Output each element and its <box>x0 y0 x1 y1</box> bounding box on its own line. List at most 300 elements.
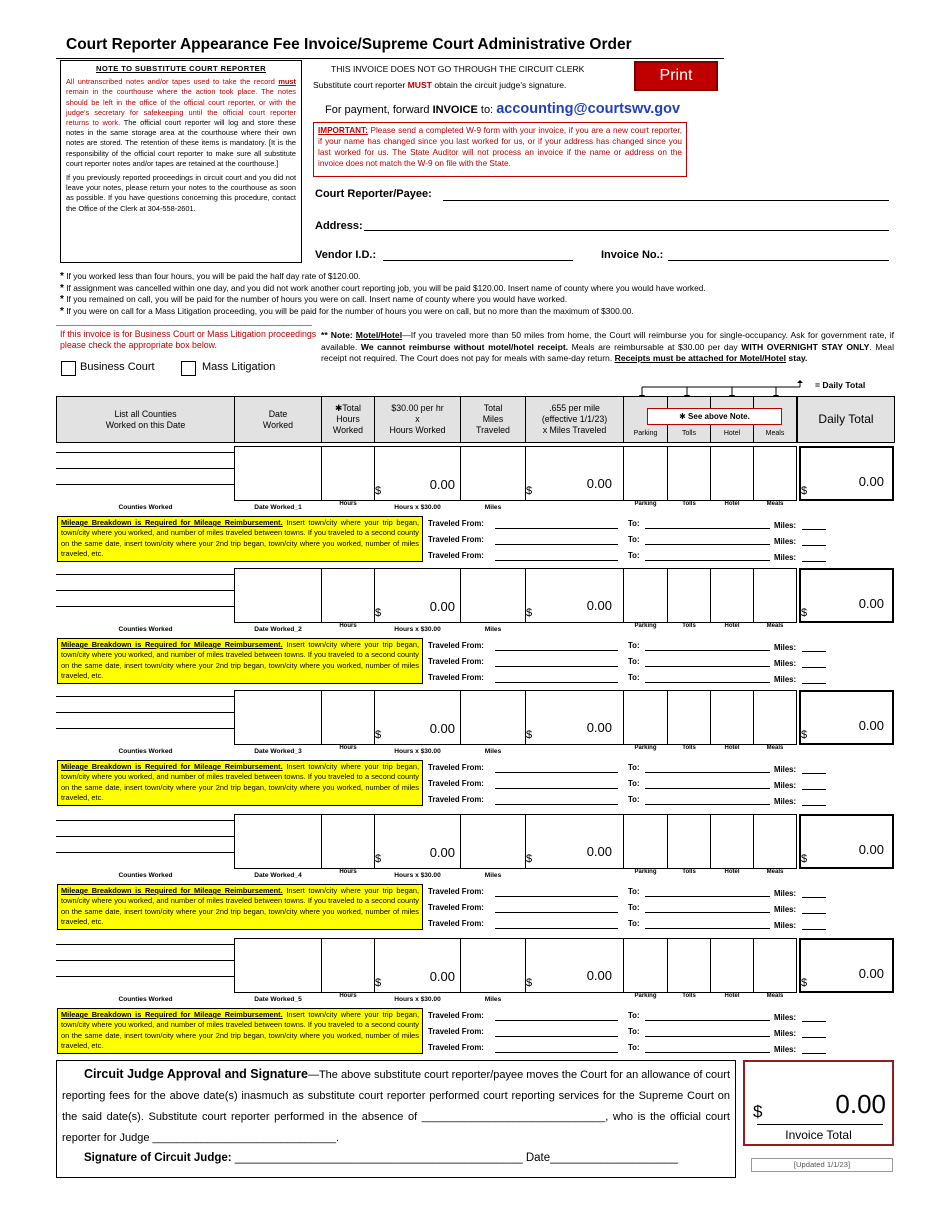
parking-input[interactable] <box>623 568 668 623</box>
county-input[interactable] <box>56 836 234 837</box>
must-word: MUST <box>407 80 432 90</box>
traveled-miles-input[interactable] <box>802 1021 826 1022</box>
traveled-miles-input[interactable] <box>802 929 826 930</box>
daily-total-amount: 0.00 <box>858 718 884 733</box>
motel-heading: Motel/Hotel <box>355 330 403 340</box>
invoice-no-label: Invoice No.: <box>601 249 664 261</box>
label-counties-worked: Counties Worked <box>118 504 173 511</box>
label-miles: Miles <box>484 626 502 633</box>
label-miles: Miles <box>484 872 502 879</box>
traveled-miles-label: Miles: <box>774 643 797 652</box>
see-above-note: ✱ See above Note. <box>647 408 782 425</box>
hours-input[interactable] <box>321 814 375 869</box>
header-hours-l2: Hours <box>336 414 360 424</box>
business-court-notice: If this invoice is for Business Court or Mass Litigation proceedings please check the appropriate box below. <box>60 329 317 350</box>
clerk-notice: THIS INVOICE DOES NOT GO THROUGH THE CIRCUIT CLERK <box>331 64 585 74</box>
invoice-total-amount: 0.00 <box>835 1089 886 1119</box>
traveled-to-label: To: <box>628 535 640 544</box>
county-input[interactable] <box>56 976 234 977</box>
daily-total-note: = Daily Total <box>815 380 866 390</box>
header-rate-l2: x <box>415 414 420 424</box>
county-input[interactable] <box>56 712 234 713</box>
traveled-to-label: To: <box>628 641 640 650</box>
header-counties-l1: List all Counties <box>114 408 177 419</box>
traveled-to-input[interactable] <box>645 1052 770 1053</box>
label-date-worked: Date Worked_5 <box>254 996 302 1003</box>
label-meals: Meals <box>766 745 784 751</box>
header-daily-total: Daily Total <box>797 396 895 443</box>
hours-amount-cell <box>374 568 461 623</box>
payee-input[interactable] <box>443 200 889 201</box>
hotel-input[interactable] <box>710 446 754 501</box>
traveled-from-input[interactable] <box>495 804 618 805</box>
county-input[interactable] <box>56 574 234 575</box>
traveled-from-input[interactable] <box>495 788 618 789</box>
note-to-substitute-box <box>60 60 302 263</box>
traveled-miles-input[interactable] <box>802 529 826 530</box>
label-hours-rate: Hours x $30.00 <box>394 748 441 755</box>
hours-input[interactable] <box>321 938 375 993</box>
hours-amount-dollar: $ <box>375 853 382 865</box>
mileage-amount-dollar: $ <box>526 485 533 497</box>
motel-note-label: ** Note: <box>321 330 353 340</box>
traveled-miles-label: Miles: <box>774 675 797 684</box>
county-input[interactable] <box>56 606 234 607</box>
traveled-miles-label: Miles: <box>774 889 797 898</box>
label-parking: Parking <box>634 623 657 629</box>
important-label: IMPORTANT: <box>318 126 368 135</box>
mileage-amount-cell <box>525 446 624 501</box>
header-rate-l1: $30.00 per hr <box>391 403 444 413</box>
traveled-miles-label: Miles: <box>774 921 797 930</box>
rule-star: * <box>60 282 64 294</box>
traveled-miles-input[interactable] <box>802 667 826 668</box>
label-hotel: Hotel <box>724 745 740 751</box>
meals-input[interactable] <box>753 446 797 501</box>
business-court-checkbox[interactable] <box>61 361 76 376</box>
hours-amount-dollar: $ <box>375 977 382 989</box>
daily-total-amount: 0.00 <box>858 474 884 489</box>
rule-item <box>60 271 706 283</box>
tolls-input[interactable] <box>667 568 711 623</box>
traveled-to-input[interactable] <box>645 1020 770 1021</box>
county-input[interactable] <box>56 468 234 469</box>
traveled-from-input[interactable] <box>495 560 618 561</box>
header-date <box>234 396 322 443</box>
county-input[interactable] <box>56 820 234 821</box>
header-rate <box>374 396 461 443</box>
label-meals: Meals <box>766 993 784 999</box>
traveled-from-label: Traveled From: <box>428 919 484 928</box>
hours-input[interactable] <box>321 690 375 745</box>
header-mileage <box>525 396 624 443</box>
mileage-amount: 0.00 <box>586 968 612 983</box>
header-tolls-label: Tolls <box>681 430 696 437</box>
traveled-miles-label: Miles: <box>774 537 797 546</box>
note-paragraph-1 <box>66 77 296 169</box>
must-prefix: Substitute court reporter <box>313 80 408 90</box>
motel-text-2: Meals are reimbursable at $30.00 per day <box>568 341 742 352</box>
header-hours-star: ✱ <box>335 403 343 413</box>
hours-amount: 0.00 <box>429 599 455 614</box>
traveled-to-input[interactable] <box>645 560 770 561</box>
label-parking: Parking <box>634 993 657 999</box>
hotel-input[interactable] <box>710 568 754 623</box>
hotel-input[interactable] <box>710 938 754 993</box>
hours-amount-cell <box>374 446 461 501</box>
label-hours: Hours <box>339 501 357 507</box>
header-miles-l3: Traveled <box>476 425 510 435</box>
traveled-to-input[interactable] <box>645 544 770 545</box>
rule-star: * <box>60 271 64 282</box>
traveled-miles-input[interactable] <box>802 773 826 774</box>
motel-bold-1: We cannot reimburse without motel/hotel receipt. <box>360 341 569 352</box>
traveled-from-label: Traveled From: <box>428 641 484 650</box>
label-date-worked: Date Worked_3 <box>254 748 302 755</box>
header-hotel-label: Hotel <box>723 430 741 437</box>
label-hotel: Hotel <box>724 501 740 507</box>
judge-date-field[interactable]: ____________________ <box>550 1152 679 1164</box>
traveled-miles-label: Miles: <box>774 905 797 914</box>
traveled-from-label: Traveled From: <box>428 657 484 666</box>
traveled-to-input[interactable] <box>645 772 770 773</box>
traveled-miles-label: Miles: <box>774 1029 797 1038</box>
traveled-from-input[interactable] <box>495 1020 618 1021</box>
note-heading: NOTE TO SUBSTITUTE COURT REPORTER <box>95 64 266 73</box>
address-input[interactable] <box>364 230 889 231</box>
mileage-breakdown-heading: Mileage Breakdown is Required for Mileage Reimbursement. <box>61 762 283 771</box>
daily-total-dollar: $ <box>801 607 808 619</box>
label-miles: Miles <box>484 996 502 1003</box>
hours-amount-dollar: $ <box>375 485 382 497</box>
daily-total-amount: 0.00 <box>858 596 884 611</box>
mileage-breakdown-heading: Mileage Breakdown is Required for Mileage Reimbursement. <box>61 640 283 649</box>
mileage-breakdown-heading: Mileage Breakdown is Required for Mileage Reimbursement. <box>61 518 283 527</box>
note-red-text-1: All untranscribed notes and/or tapes used to take the record <box>66 77 279 87</box>
miles-input[interactable] <box>460 938 526 993</box>
tolls-input[interactable] <box>667 938 711 993</box>
hotel-input[interactable] <box>710 814 754 869</box>
label-tolls: Tolls <box>682 745 696 751</box>
traveled-miles-input[interactable] <box>802 1053 826 1054</box>
invoice-total-dollar: $ <box>753 1102 763 1121</box>
parking-input[interactable] <box>623 814 668 869</box>
date-input[interactable] <box>234 568 322 623</box>
label-hours: Hours <box>339 993 357 999</box>
daily-total-amount: 0.00 <box>858 966 884 981</box>
parking-input[interactable] <box>623 938 668 993</box>
parking-input[interactable] <box>623 690 668 745</box>
date-input[interactable] <box>234 814 322 869</box>
judge-text: —The above substitute court reporter/payee moves the Court for an allowance of court reporting fees for the above date(s) inasmuch as substitute court reporter performed court reporting services for the Supreme Court on the said date(s). Substitute court reporter performed in the absence of ______________________________, who is the official court reporter for Judge ______________________________. <box>62 1069 731 1144</box>
traveled-from-label: Traveled From: <box>428 887 484 896</box>
mileage-breakdown-text: Insert town/city where your trip began, town/city where you worked, and number of miles traveled between towns. If you traveled to a second county on the same date, insert town/city where your 2nd trip began, town/city where you worked, number of miles traveled, etc. <box>61 1010 419 1050</box>
traveled-miles-input[interactable] <box>802 651 826 652</box>
motel-text-4: stay. <box>786 353 808 364</box>
traveled-from-input[interactable] <box>495 928 618 929</box>
tolls-input[interactable] <box>667 814 711 869</box>
label-hotel: Hotel <box>724 993 740 999</box>
traveled-miles-input[interactable] <box>802 897 826 898</box>
traveled-to-label: To: <box>628 673 640 682</box>
daily-total-amount: 0.00 <box>858 842 884 857</box>
traveled-miles-input[interactable] <box>802 683 826 684</box>
traveled-from-input[interactable] <box>495 544 618 545</box>
county-input[interactable] <box>56 960 234 961</box>
county-input[interactable] <box>56 452 234 453</box>
traveled-from-input[interactable] <box>495 1036 618 1037</box>
traveled-to-input[interactable] <box>645 650 770 651</box>
traveled-miles-input[interactable] <box>802 1037 826 1038</box>
label-meals: Meals <box>766 501 784 507</box>
traveled-from-input[interactable] <box>495 682 618 683</box>
payment-to: to: <box>477 104 494 116</box>
vendor-input[interactable] <box>383 260 573 261</box>
mileage-amount-cell <box>525 814 624 869</box>
header-date-l2: Worked <box>262 419 294 430</box>
note-red-text-2: remain in the courthouse where the action took place. The notes should be left in the office of the official court reporter, or with the judge's secretary for safekeeping until the official court reporter returns to work. <box>66 87 296 128</box>
header-rate-l3: Hours Worked <box>389 425 446 435</box>
hours-input[interactable] <box>321 446 375 501</box>
tolls-input[interactable] <box>667 690 711 745</box>
header-mileage-l1: .655 per mile <box>549 403 600 413</box>
label-hours: Hours <box>339 623 357 629</box>
traveled-miles-label: Miles: <box>774 1045 797 1054</box>
tolls-input[interactable] <box>667 446 711 501</box>
must-notice <box>313 80 566 90</box>
mileage-amount-cell <box>525 568 624 623</box>
hotel-input[interactable] <box>710 690 754 745</box>
traveled-from-label: Traveled From: <box>428 551 484 560</box>
traveled-from-label: Traveled From: <box>428 779 484 788</box>
traveled-from-label: Traveled From: <box>428 1027 484 1036</box>
mass-litigation-checkbox[interactable] <box>181 361 196 376</box>
label-miles: Miles <box>484 504 502 511</box>
rule-text: If you were on call for a Mass Litigation proceeding, you will be paid for the number of hours you were on call, but no more than the maximum of $300.00. <box>66 305 634 316</box>
miles-input[interactable] <box>460 814 526 869</box>
traveled-miles-input[interactable] <box>802 805 826 806</box>
judge-approval-text <box>62 1064 730 1149</box>
label-tolls: Tolls <box>682 501 696 507</box>
traveled-from-input[interactable] <box>495 650 618 651</box>
county-input[interactable] <box>56 852 234 853</box>
payment-line <box>325 101 680 117</box>
traveled-from-label: Traveled From: <box>428 1043 484 1052</box>
traveled-to-input[interactable] <box>645 528 770 529</box>
judge-signature-field[interactable]: _____________________________________________ <box>234 1152 523 1164</box>
traveled-to-label: To: <box>628 1011 640 1020</box>
traveled-from-label: Traveled From: <box>428 519 484 528</box>
note-must: must <box>278 77 296 87</box>
header-mileage-l2: (effective 1/1/23) <box>541 414 608 424</box>
traveled-to-label: To: <box>628 779 640 788</box>
label-counties-worked: Counties Worked <box>118 872 173 879</box>
rule-star: * <box>60 294 64 305</box>
label-tolls: Tolls <box>682 993 696 999</box>
mileage-breakdown-box <box>57 884 423 930</box>
traveled-to-input[interactable] <box>645 666 770 667</box>
daily-total-dollar: $ <box>801 977 808 989</box>
judge-signature-label: Signature of Circuit Judge: <box>84 1152 232 1164</box>
traveled-miles-label: Miles: <box>774 521 797 530</box>
label-hours: Hours <box>339 869 357 875</box>
county-input[interactable] <box>56 696 234 697</box>
mileage-amount-dollar: $ <box>526 977 533 989</box>
traveled-from-input[interactable] <box>495 772 618 773</box>
county-input[interactable] <box>56 728 234 729</box>
traveled-to-label: To: <box>628 1027 640 1036</box>
label-miles: Miles <box>484 748 502 755</box>
hours-amount: 0.00 <box>429 721 455 736</box>
mileage-breakdown-text: Insert town/city where your trip began, town/city where you worked, and number of miles traveled between towns. If you traveled to a second county on the same date, insert town/city where your 2nd trip began, town/city where you worked, number of miles traveled, etc. <box>61 886 419 926</box>
traveled-to-label: To: <box>628 763 640 772</box>
parking-input[interactable] <box>623 446 668 501</box>
label-parking: Parking <box>634 869 657 875</box>
motel-text-1: —If you traveled more than 50 miles from home, the Court will reimburse you for single-occupancy. Ask for government rate, if available. <box>321 330 894 352</box>
date-input[interactable] <box>234 690 322 745</box>
miles-input[interactable] <box>460 568 526 623</box>
county-input[interactable] <box>56 944 234 945</box>
payment-email-link[interactable]: accounting@courtswv.gov <box>496 101 681 117</box>
rule-item <box>60 294 706 306</box>
mileage-breakdown-box <box>57 760 423 806</box>
traveled-from-input[interactable] <box>495 666 618 667</box>
payment-rules <box>60 271 706 317</box>
mileage-amount-cell <box>525 938 624 993</box>
county-input[interactable] <box>56 590 234 591</box>
judge-signature-line[interactable] <box>84 1152 678 1164</box>
label-hours: Hours <box>339 745 357 751</box>
hours-input[interactable] <box>321 568 375 623</box>
traveled-to-input[interactable] <box>645 804 770 805</box>
page-title: Court Reporter Appearance Fee Invoice/Supreme Court Administrative Order <box>66 36 632 53</box>
label-tolls: Tolls <box>682 623 696 629</box>
miles-input[interactable] <box>460 690 526 745</box>
miles-input[interactable] <box>460 446 526 501</box>
daily-total-dollar: $ <box>801 853 808 865</box>
label-date-worked: Date Worked_4 <box>254 872 302 879</box>
header-counties-l2: Worked on this Date <box>105 419 186 430</box>
label-counties-worked: Counties Worked <box>118 996 173 1003</box>
traveled-miles-input[interactable] <box>802 545 826 546</box>
traveled-from-input[interactable] <box>495 1052 618 1053</box>
print-button[interactable]: Print <box>634 61 718 91</box>
mileage-amount-dollar: $ <box>526 853 533 865</box>
label-date-worked: Date Worked_2 <box>254 626 302 633</box>
traveled-miles-input[interactable] <box>802 789 826 790</box>
label-meals: Meals <box>766 869 784 875</box>
label-parking: Parking <box>634 745 657 751</box>
traveled-to-label: To: <box>628 657 640 666</box>
hours-amount-cell <box>374 814 461 869</box>
header-mileage-l3: x Miles Traveled <box>542 425 607 435</box>
traveled-to-label: To: <box>628 919 640 928</box>
meals-input[interactable] <box>753 568 797 623</box>
judge-heading: Circuit Judge Approval and Signature <box>84 1067 308 1081</box>
mileage-amount: 0.00 <box>586 598 612 613</box>
judge-date-label: Date <box>525 1152 551 1164</box>
traveled-to-input[interactable] <box>645 682 770 683</box>
hours-amount: 0.00 <box>429 477 455 492</box>
traveled-from-input[interactable] <box>495 896 618 897</box>
note-black-text: The official court reporter will log and store these notes in the same storage area at the courthouse where their own notes are stored. The retention of these items is mandatory. [It is the responsibility of the official court reporter to make sure all substitute court reporter notes and/or tapes are retained at the courthouse.] <box>66 118 296 168</box>
invoice-total-label: Invoice Total <box>785 1128 852 1142</box>
traveled-miles-input[interactable] <box>802 561 826 562</box>
header-miles-l2: Miles <box>482 414 504 424</box>
traveled-to-label: To: <box>628 795 640 804</box>
traveled-from-label: Traveled From: <box>428 1011 484 1020</box>
rule-text: If assignment was cancelled within one day, and you did not work another court reporting job, you will be paid $120.00. Insert name of county where you would have worked. <box>66 282 706 293</box>
rule-item <box>60 306 706 318</box>
mileage-amount-dollar: $ <box>526 729 533 741</box>
invoice-total-box <box>743 1060 894 1146</box>
label-meals: Meals <box>766 623 784 629</box>
rule-star: * <box>60 305 64 317</box>
traveled-to-input[interactable] <box>645 1036 770 1037</box>
traveled-to-input[interactable] <box>645 912 770 913</box>
traveled-to-label: To: <box>628 887 640 896</box>
meals-input[interactable] <box>753 690 797 745</box>
traveled-to-label: To: <box>628 1043 640 1052</box>
date-input[interactable] <box>234 938 322 993</box>
hours-amount-dollar: $ <box>375 607 382 619</box>
traveled-miles-input[interactable] <box>802 913 826 914</box>
label-hours-rate: Hours x $30.00 <box>394 626 441 633</box>
header-hours <box>321 396 375 443</box>
traveled-from-input[interactable] <box>495 912 618 913</box>
rule-item <box>60 283 706 295</box>
meals-input[interactable] <box>753 814 797 869</box>
traveled-from-label: Traveled From: <box>428 903 484 912</box>
label-tolls: Tolls <box>682 869 696 875</box>
mileage-amount-cell <box>525 690 624 745</box>
county-input[interactable] <box>56 484 234 485</box>
label-parking: Parking <box>634 501 657 507</box>
traveled-to-input[interactable] <box>645 896 770 897</box>
date-input[interactable] <box>234 446 322 501</box>
payment-invoice: INVOICE <box>432 104 478 116</box>
traveled-to-input[interactable] <box>645 928 770 929</box>
mileage-amount: 0.00 <box>586 476 612 491</box>
label-counties-worked: Counties Worked <box>118 748 173 755</box>
mileage-breakdown-heading: Mileage Breakdown is Required for Mileage Reimbursement. <box>61 886 283 895</box>
label-counties-worked: Counties Worked <box>118 626 173 633</box>
traveled-to-input[interactable] <box>645 788 770 789</box>
mileage-breakdown-text: Insert town/city where your trip began, town/city where you worked, and number of miles traveled between towns. If you traveled to a second county on the same date, insert town/city where your 2nd trip began, town/city where you worked, number of miles traveled, etc. <box>61 640 419 680</box>
mileage-amount-dollar: $ <box>526 607 533 619</box>
motel-note <box>321 330 894 365</box>
header-counties <box>56 396 235 443</box>
mileage-breakdown-heading: Mileage Breakdown is Required for Mileage Reimbursement. <box>61 1010 283 1019</box>
rule-text: If you worked less than four hours, you will be paid the half day rate of $120.00. <box>66 271 361 281</box>
mileage-breakdown-text: Insert town/city where your trip began, town/city where you worked, and number of miles traveled between towns. If you traveled to a second county on the same date, insert town/city where your 2nd trip began, town/city where you worked, number of miles traveled, etc. <box>61 518 419 558</box>
important-text: Please send a completed W-9 form with your invoice, if you are a new court reporter, if your name has changed since you last worked for us, or if your address has changed since you last worked for us. The State Auditor will not process an invoice if the name or address on the invoice does not match the W-9 on file with the State. <box>318 126 682 168</box>
label-hours-rate: Hours x $30.00 <box>394 504 441 511</box>
hours-amount-cell <box>374 938 461 993</box>
traveled-from-input[interactable] <box>495 528 618 529</box>
meals-input[interactable] <box>753 938 797 993</box>
label-date-worked: Date Worked_1 <box>254 504 302 511</box>
traveled-miles-label: Miles: <box>774 781 797 790</box>
payment-prefix: For payment, forward <box>325 104 433 116</box>
mileage-breakdown-text: Insert town/city where your trip began, town/city where you worked, and number of miles traveled between towns. If you traveled to a second county on the same date, insert town/city where your 2nd trip began, town/city where you worked, number of miles traveled, etc. <box>61 762 419 802</box>
traveled-to-label: To: <box>628 903 640 912</box>
daily-total-dollar: $ <box>801 729 808 741</box>
header-miles <box>460 396 526 443</box>
mass-litigation-label: Mass Litigation <box>202 361 276 373</box>
divider <box>56 325 312 326</box>
invoice-no-input[interactable] <box>668 260 889 261</box>
